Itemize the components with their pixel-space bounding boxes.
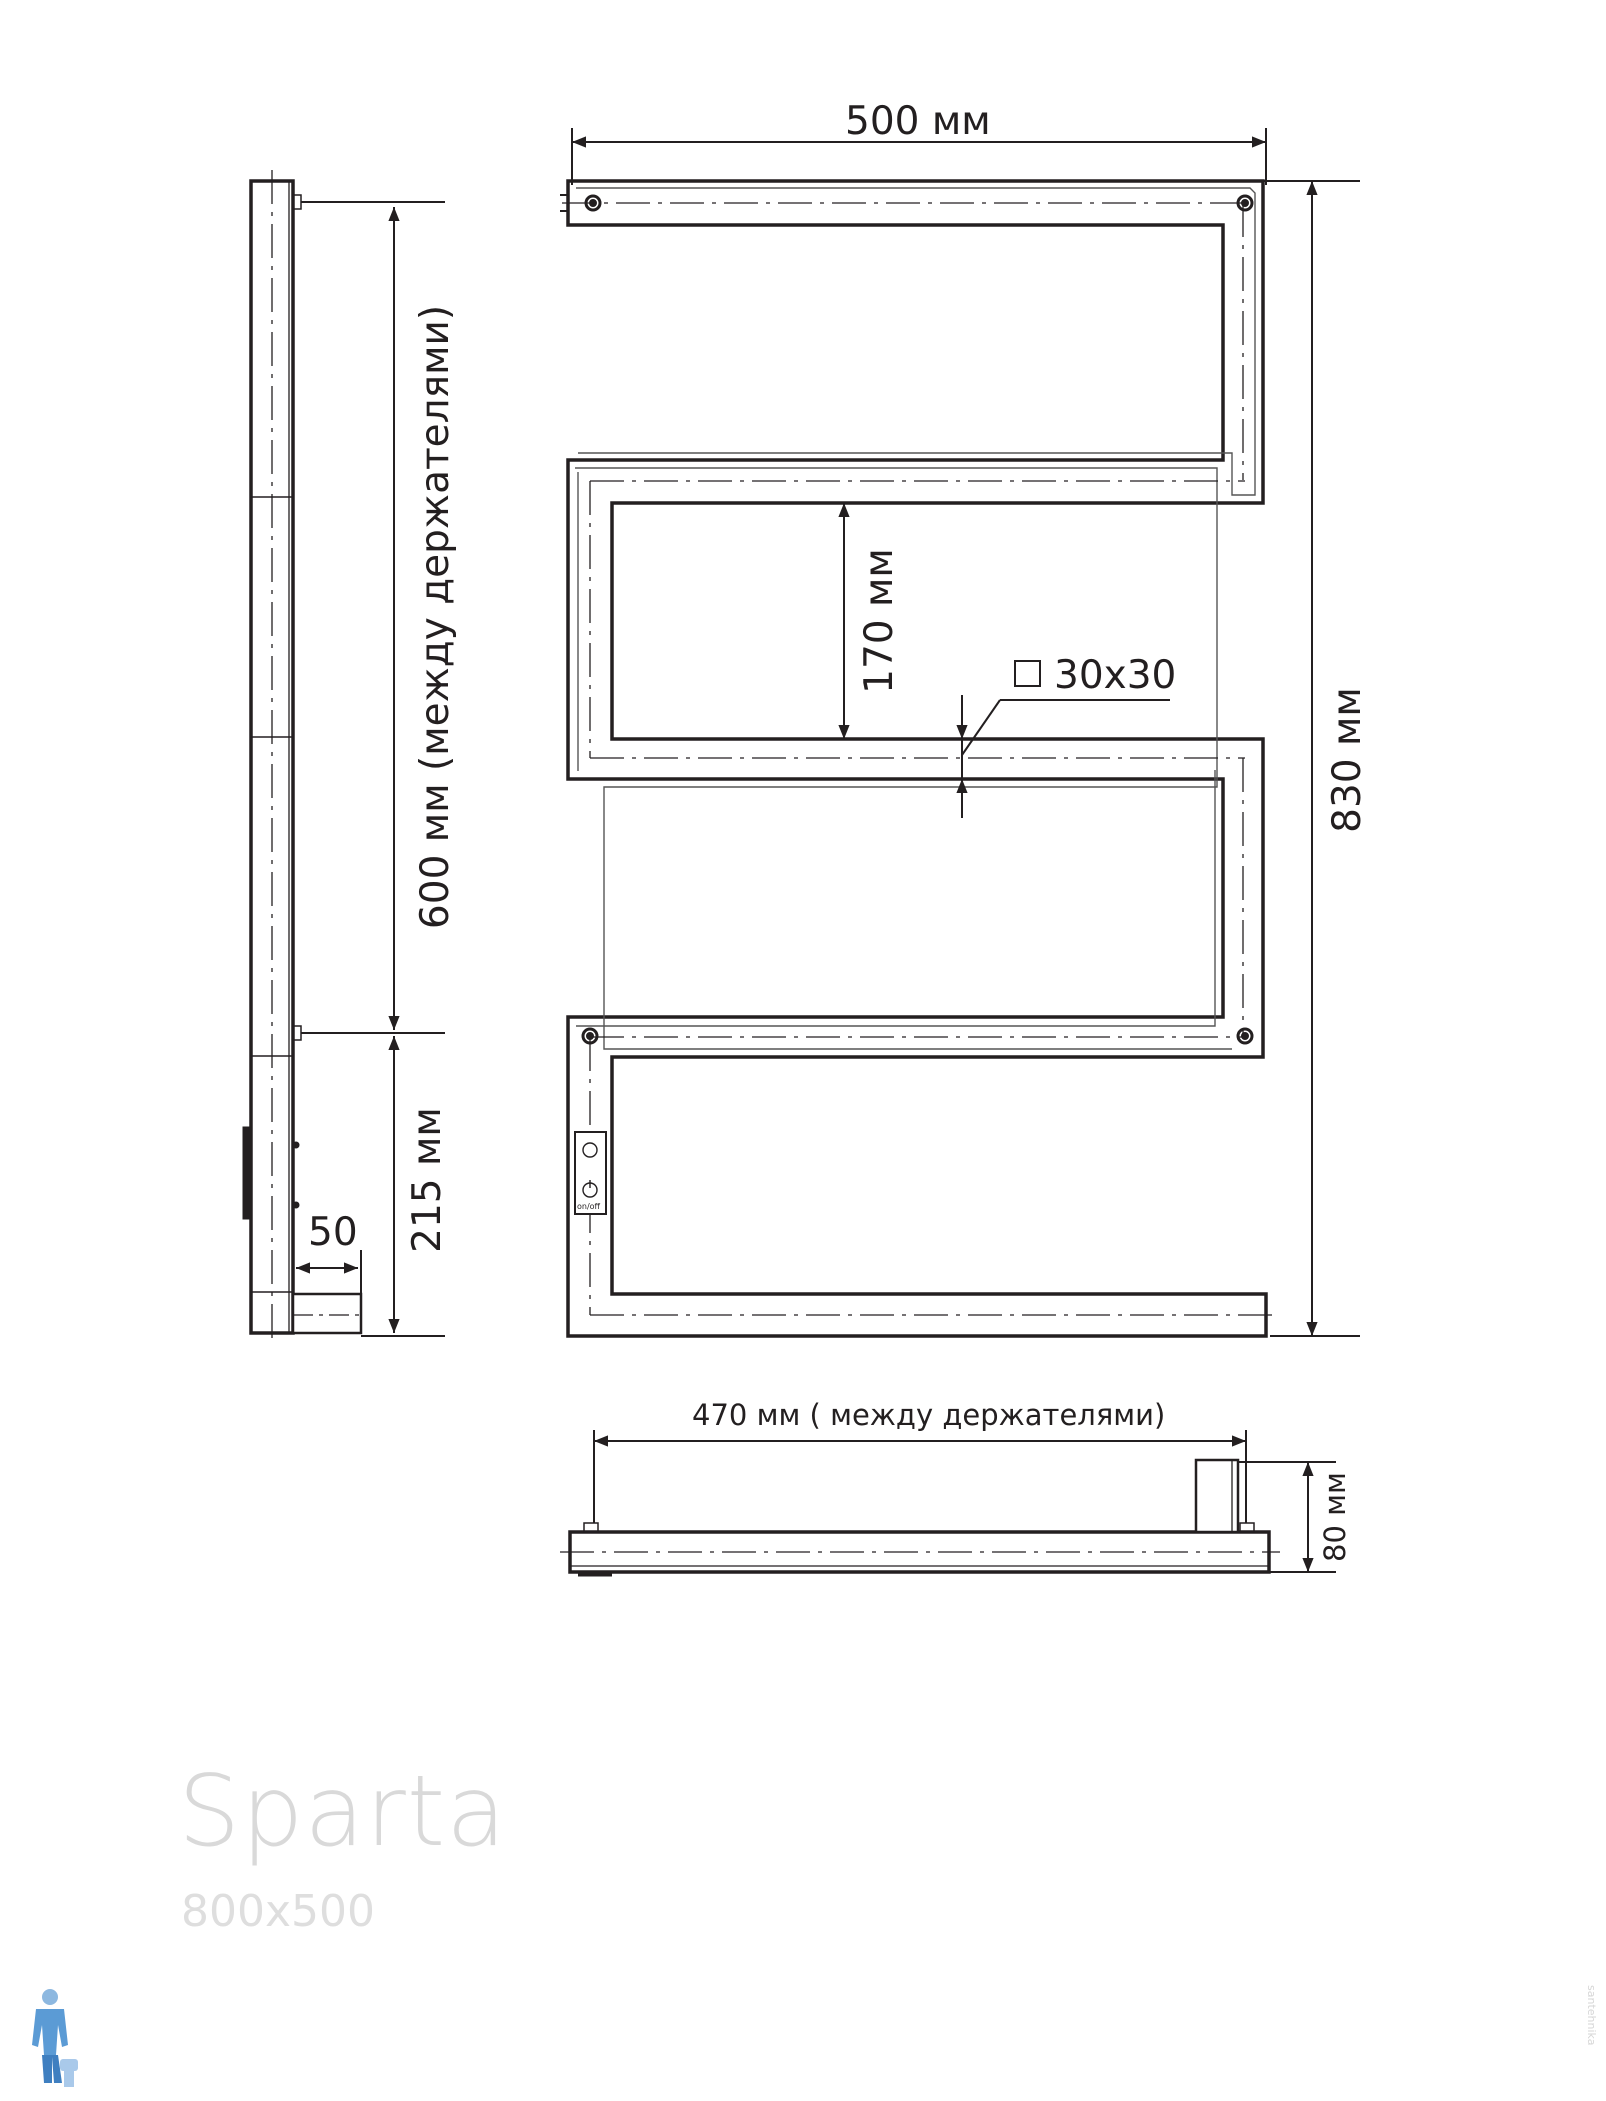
product-name: Sparta (178, 1755, 508, 1869)
plumber-logo-icon (22, 1985, 82, 2090)
bottom-offset-label: 215 мм (405, 1107, 450, 1253)
wall-offset-label: 50 (308, 1210, 358, 1255)
product-size: 800x500 (181, 1886, 376, 1937)
holder-mounts (583, 196, 1252, 1043)
width-label: 500 мм (845, 99, 991, 144)
watermark: santehnika (1585, 1985, 1598, 2046)
control-panel-label: on/off (577, 1202, 601, 1211)
holders-horizontal-label: 470 мм ( между держателями) (692, 1398, 1166, 1432)
front-view (560, 181, 1272, 1336)
depth-label: 80 мм (1318, 1472, 1352, 1562)
profile-label: 30x30 (1054, 653, 1177, 698)
height-label: 830 мм (1325, 687, 1370, 833)
top-view (560, 1460, 1280, 1575)
centre-lines (562, 203, 1272, 1315)
control-panel (575, 1132, 606, 1214)
gap-label: 170 мм (857, 548, 902, 694)
holders-vertical-label: 600 мм (между держателями) (413, 304, 458, 930)
side-view (244, 170, 365, 1345)
front-dimensions (572, 128, 1360, 1336)
tube-outline-inner (575, 188, 1255, 1049)
